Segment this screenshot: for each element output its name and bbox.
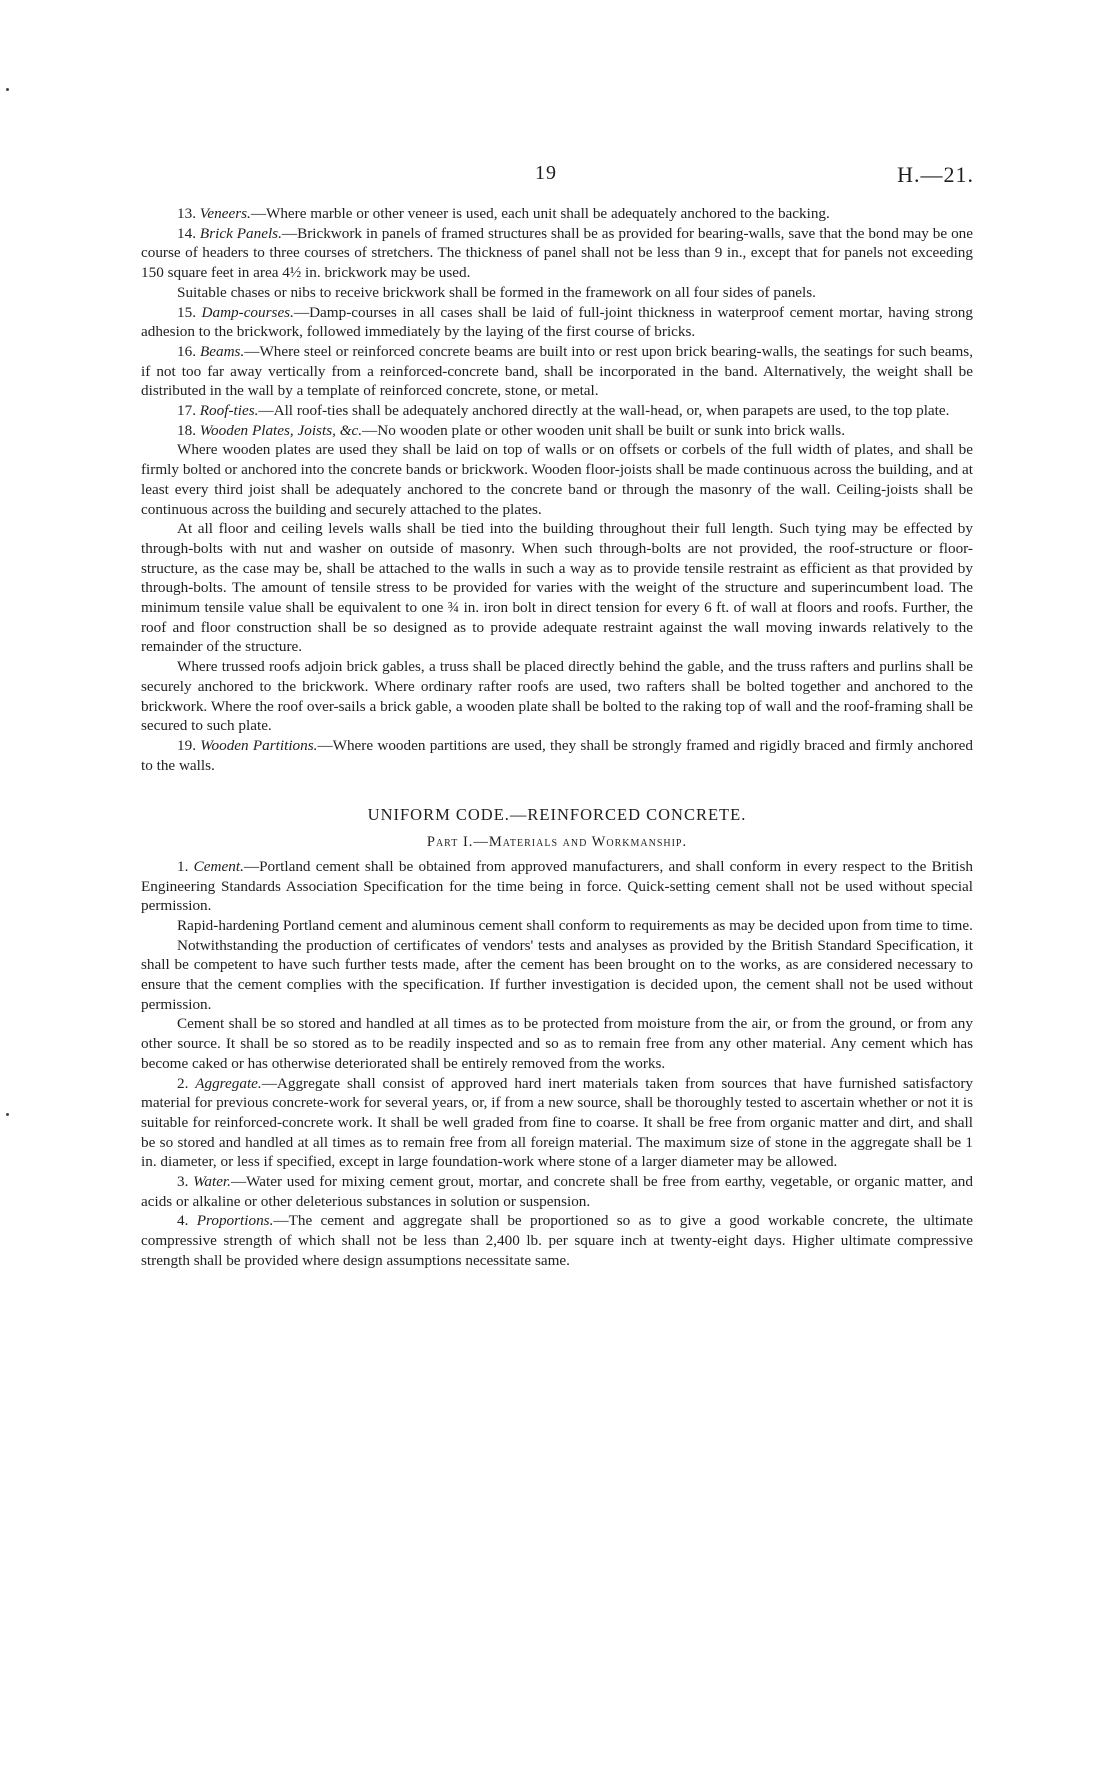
paragraph-heading: Cement. xyxy=(193,857,244,875)
paragraph xyxy=(141,519,973,657)
paragraph-text: —All roof-ties shall be adequately anchored directly at the wall-head, or, when parapets are used, to the top plate. xyxy=(258,402,950,420)
paragraph-text: —The cement and aggregate shall be proportioned so as to give a good workable concrete, the ultimate compressive strength of which shall not be less than 2,400 lb. per square inch at twenty-eight days. Higher ultimate compressive strength shall be provided where design assumptions necessitate same. xyxy=(141,1212,974,1269)
paragraph-number: 16. xyxy=(177,342,200,360)
paragraph-text: —Brickwork in panels of framed structures shall be as provided for bearing-walls, save that the bond may be one course of headers to three courses of stretchers. The thickness of panel shall not be less than 9 in., except that for panels not exceeding 150 square feet in area 4½ in. brickwork may be used. xyxy=(141,224,973,282)
paragraph-heading: Proportions. xyxy=(196,1212,274,1230)
paragraph-text: Where wooden plates are used they shall be laid on top of walls or on offsets or corbels of the full width of plates, and shall be firmly bolted or anchored into the concrete bands or brickwork. Wooden floor-joists shall be made continuous across the building, and at least every third joist shall be adequately anchored to the concrete band or through the masonry of the wall. Ceiling-joists shall be continuous across the building and securely attached to the plates. xyxy=(141,441,973,518)
paragraph xyxy=(141,421,973,441)
paragraph-number: 13. xyxy=(177,205,200,222)
paragraph xyxy=(141,1074,973,1173)
paragraph-text: Where trussed roofs adjoin brick gables, a truss shall be placed directly behind the gable, and the truss rafters and purlins shall be securely anchored to the brickwork. Where ordinary rafter roofs are used, two rafters shall be bolted together and anchored to the brickwork. Where the roof over-sails a brick gable, a wooden plate shall be bolted to the raking top of wall and the roof-framing shall be secured to such plate. xyxy=(141,658,973,735)
body-text xyxy=(141,204,973,1271)
paragraph xyxy=(141,440,973,519)
paragraph-heading: Beams. xyxy=(199,342,245,360)
paragraph-heading: Veneers. xyxy=(199,205,251,222)
paragraph xyxy=(141,1014,973,1073)
paragraph xyxy=(141,857,973,916)
page-number: 19 xyxy=(535,162,557,184)
paragraph-text: —Where steel or reinforced concrete beams are built into or rest upon brick bearing-walls, the seatings for such beams, if not too far away vertically from a reinforced-concrete band, shall be incorporated in the band. Alternatively, the weight shall be distributed in the wall by a template of reinforced concrete, stone, or metal. xyxy=(141,342,973,400)
paragraph xyxy=(141,916,973,936)
section-title: UNIFORM CODE.—REINFORCED CONCRETE. xyxy=(367,805,747,825)
paragraph-number: 4. xyxy=(177,1212,197,1230)
paragraph-text: Notwithstanding the production of certificates of vendors' tests and analyses as provided by the British Standard Specification, it shall be competent to have such further tests made, after the cement has been brought on to the works, as are considered necessary to ensure that the cement complies with the specification. If further investigation is decided upon, the cement shall not be used without permission. xyxy=(141,936,973,1013)
paragraph-text: —Portland cement shall be obtained from approved manufacturers, and shall conform in every respect to the British Engineering Standards Association Specification for the time being in force. Quick-setting cement shall not be used without special permission. xyxy=(141,857,974,915)
paragraph-heading: Water. xyxy=(193,1173,231,1191)
paragraph xyxy=(141,936,973,1015)
paragraph-text: —Water used for mixing cement grout, mortar, and concrete shall be free from earthy, vegetable, or organic matter, and acids or alkaline or other deleterious substances in solution or suspension. xyxy=(141,1173,973,1210)
paragraph xyxy=(141,283,973,303)
paragraph-heading: Roof-ties. xyxy=(199,402,259,420)
scan-mark xyxy=(6,88,9,91)
paragraph xyxy=(141,1172,973,1211)
paragraph-number: 17. xyxy=(177,402,200,420)
paragraph xyxy=(141,401,973,421)
paragraph-heading: Wooden Plates, Joists, &c. xyxy=(199,421,363,439)
paragraph-number: 14. xyxy=(177,224,200,242)
paragraph-heading: Brick Panels. xyxy=(199,224,282,242)
paragraph xyxy=(141,657,973,736)
paragraph-text: —Where marble or other veneer is used, each unit shall be adequately anchored to the backing. xyxy=(250,205,830,222)
scan-mark xyxy=(6,1113,9,1116)
paragraph-number: 1. xyxy=(177,857,194,875)
paragraph-number: 19. xyxy=(177,736,201,754)
document-code: H.—21. xyxy=(897,162,974,187)
paragraph xyxy=(141,303,973,342)
paragraph-text: Cement shall be so stored and handled at all times as to be protected from moisture from the air, or from the ground, or from any other source. It shall be so stored as to be readily inspected and so as to remain free from any other material. Any cement which has become caked or has otherwise deteriorated shall be entirely removed from the works. xyxy=(141,1015,973,1072)
paragraph-number: 18. xyxy=(177,421,200,439)
paragraph-text: Rapid-hardening Portland cement and aluminous cement shall conform to requirements as may be decided upon from time to time. xyxy=(177,916,973,934)
paragraph-heading: Aggregate. xyxy=(195,1074,262,1092)
paragraph-number: 15. xyxy=(177,303,202,321)
paragraph-group-top xyxy=(141,204,973,775)
paragraph-text: —Where wooden partitions are used, they shall be strongly framed and rigidly braced and firmly anchored to the walls. xyxy=(141,736,973,774)
paragraph xyxy=(141,1211,973,1270)
paragraph-heading: Damp-courses. xyxy=(201,303,294,321)
paragraph-text: —Damp-courses in all cases shall be laid of full-joint thickness in waterproof cement mortar, having strong adhesion to the brickwork, followed immediately by the laying of the first course of bricks. xyxy=(141,303,973,341)
paragraph-text: —No wooden plate or other wooden unit shall be built or sunk into brick walls. xyxy=(362,421,846,439)
paragraph xyxy=(141,342,973,401)
paragraph-heading: Wooden Partitions. xyxy=(200,736,318,754)
paragraph-text: Suitable chases or nibs to receive brickwork shall be formed in the framework on all four sides of panels. xyxy=(177,283,816,301)
paragraph-number: 3. xyxy=(177,1173,194,1191)
paragraph xyxy=(141,224,973,283)
paragraph xyxy=(141,736,973,775)
paragraph-number: 2. xyxy=(177,1074,196,1092)
paragraph-text: At all floor and ceiling levels walls shall be tied into the building throughout their full length. Such tying may be effected by through-bolts with nut and washer on outside of masonry. When such through-bolts are not provided, the roof-structure or floor-structure, as the case may be, shall be attached to the walls in such a way as to provide tensile restraint as efficient as that provided by through-bolts. The amount of tensile stress to be provided for varies with the weight of the structure and superincumbent load. The minimum tensile value shall be equivalent to one ¾ in. iron bolt in direct tension for every 6 ft. of wall at floors and roofs. Further, the roof and floor construction shall be so designed as to provide adequate restraint against the wall moving inwards relatively to the remainder of the structure. xyxy=(141,520,973,656)
paragraph xyxy=(141,204,973,224)
paragraph-group-bottom xyxy=(141,857,973,1271)
paragraph-text: —Aggregate shall consist of approved hard inert materials taken from sources that have furnished satisfactory material for previous concrete-work for several years, or, if from a new source, shall be thoroughly tested to ascertain whether or not it is suitable for reinforced-concrete work. It shall be well graded from fine to coarse. It shall be free from organic matter and dirt, and shall be so stored and handled at all times as to remain free from all foreign material. The maximum size of stone in the aggregate shall be 1 in. diameter, or less if specified, except in large foundation-work where stone of a larger diameter may be allowed. xyxy=(141,1074,973,1171)
part-title: Part I.—Materials and Workmanship. xyxy=(426,834,688,851)
